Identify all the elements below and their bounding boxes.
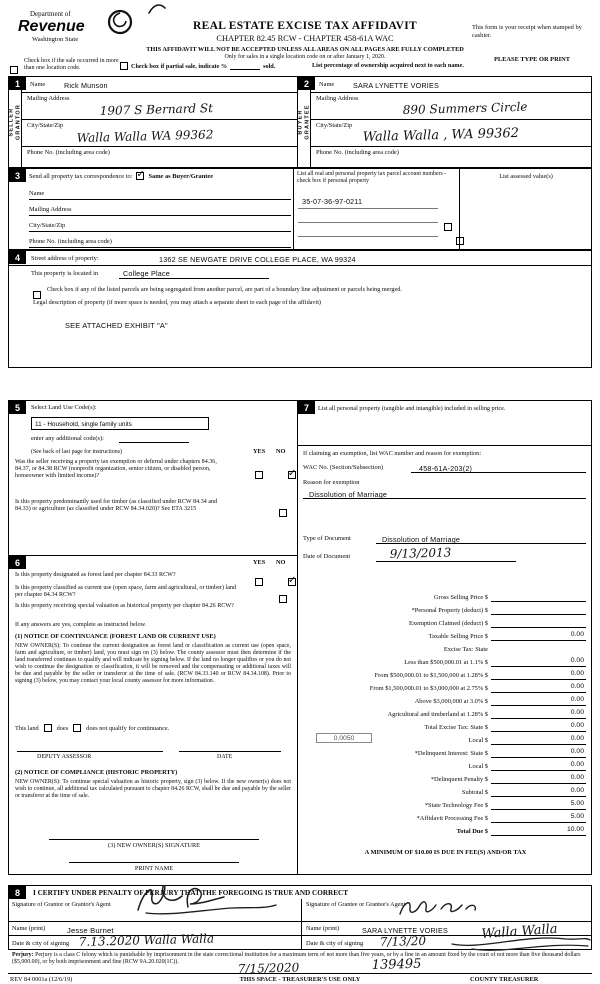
tax-row-total-due: Total Due $ 10.00 <box>456 826 584 835</box>
multi-location-checkbox[interactable] <box>10 66 18 74</box>
buyer-mailing-row[interactable] <box>311 93 591 120</box>
buyer-name-value: SARA LYNETTE VORIES <box>353 81 439 90</box>
doc-date-field[interactable] <box>376 547 516 562</box>
assessed-value-header: List assessed value(s) <box>499 173 553 180</box>
partial-sale-label: Check box if partial sale, indicate % <box>131 63 228 70</box>
buyer-csz-value: Walla Walla , WA 99362 <box>362 125 520 145</box>
tax-row-gross: Gross Selling Price $ <box>298 589 591 602</box>
excise-section <box>297 400 592 875</box>
tax-value-field[interactable]: 0.00 <box>491 683 586 693</box>
forest-no-checkbox[interactable] <box>288 578 296 586</box>
notice2-title: (2) NOTICE OF COMPLIANCE (HISTORIC PROPERTY) <box>15 769 178 776</box>
tax-row-tier4: Above $3,000,000 at 3.0% $ 0.00 <box>414 696 584 705</box>
local-rate-box: 0.0050 <box>316 733 372 743</box>
tax-row-delinquent-penalty: *Delinquent Penalty $ 0.00 <box>430 774 584 783</box>
tax-row-subtotal: Subtotal $ 0.00 <box>461 787 584 796</box>
dept-line: Department of <box>30 10 71 18</box>
seller-csz-value: Walla Walla WA 99362 <box>76 127 214 145</box>
grantee-date-label: Date & city of signing <box>306 940 364 947</box>
notice2-body: NEW OWNER(S): To continue special valuation as historic property, sign (3) below. If the new owner(s) does not wish to continue, all additional tax calculated pursuant to chapter 84.26 RCW, shall be due and payable by the seller or transferor at the time of sale. <box>15 779 291 799</box>
deputy-assessor-label: DEPUTY ASSESSOR <box>37 754 92 760</box>
receipt-note: This form is your receipt when stamped by cashier. <box>472 24 582 39</box>
buyer-mailing-label: Mailing Address <box>316 95 359 102</box>
form-title: REAL ESTATE EXCISE TAX AFFIDAVIT <box>193 20 417 32</box>
form-header <box>140 20 470 60</box>
tax-value-field[interactable]: 0.00 <box>491 657 586 667</box>
exhibit-note: SEE ATTACHED EXHIBIT "A" <box>65 321 168 330</box>
correspondence-mailing-label: Mailing Address <box>29 206 72 213</box>
no-header-5: NO <box>276 448 286 455</box>
notice1-title: (1) NOTICE OF CONTINUANCE (FOREST LAND OR CURRENT USE) <box>15 633 216 640</box>
buyer-section <box>297 76 592 168</box>
new-owner-signature-label: (3) NEW OWNER(S) SIGNATURE <box>107 842 201 849</box>
buyer-name-row <box>311 77 591 93</box>
if-yes-note: If any answers are yes, complete as instructed below. <box>15 621 147 628</box>
buyer-side-label-2: GRANTEE <box>304 104 310 140</box>
tax-row-local: 0.0050 Local $ 0.00 <box>298 732 591 745</box>
form-number: REV 84 0001a (12/6/19) <box>10 976 73 983</box>
ownership-note: List percentage of ownership acquired next to each name. <box>312 62 464 69</box>
partial-sale-checkbox[interactable] <box>120 62 128 70</box>
tax-row-tier1: Less than $500,000.01 at 1.1% $ 0.00 <box>404 657 584 666</box>
wac-label: WAC No. (Section/Subsection) <box>303 464 384 471</box>
tax-row-exemption: Exemption Claimed (deduct) $ <box>298 615 591 628</box>
tax-row-excise-head: Excise Tax: State <box>443 646 488 653</box>
yes-header-5: YES <box>253 448 266 455</box>
section-3-badge: 3 <box>9 169 26 182</box>
section-6-badge: 6 <box>9 556 26 569</box>
seller-name-row <box>22 77 297 93</box>
exemption-yes-checkbox[interactable] <box>255 471 263 479</box>
grantee-city-value: Walla Walla <box>480 921 559 942</box>
correspondence-name-label: Name <box>29 190 45 197</box>
form-warning: THIS AFFIDAVIT WILL NOT BE ACCEPTED UNLESS ALL AREAS ON ALL PAGES ARE FULLY COMPLETED <box>146 46 464 53</box>
tax-value-field[interactable] <box>491 618 586 628</box>
doc-date-label: Date of Document <box>303 553 351 560</box>
additional-codes-label: enter any additional code(s): <box>31 435 104 442</box>
correspondence-phone-row[interactable] <box>29 234 291 248</box>
reason-value: Dissolution of Marriage <box>309 490 388 499</box>
personal-property-label: List all personal property (tangible and intangible) included in selling price. <box>318 405 506 412</box>
wac-value: 458-61A-203(2) <box>419 464 473 473</box>
correspondence-mailing-row[interactable] <box>29 202 291 216</box>
property-section <box>8 250 592 368</box>
pen-mark <box>146 1 168 15</box>
section-4-badge: 4 <box>9 251 26 264</box>
section-1-badge: 1 <box>9 77 26 90</box>
grantor-name-value: Jesse Burnet <box>67 925 114 935</box>
buyer-name-label: Name <box>319 81 335 88</box>
tax-value-field[interactable]: 10.00 <box>491 826 586 836</box>
buyer-side-strip <box>298 77 311 167</box>
does-checkbox[interactable] <box>44 724 52 732</box>
historic-question: Is this property receiving special valuation as historical property per chapter 84.26 RCW? <box>15 603 234 609</box>
parcel-header: List all real and personal property tax parcel account numbers - check box if personal property <box>297 171 447 184</box>
timber-question: Is this property predominantly used for timber (as classified under RCW 84.34 and 84.33) or agriculture (as classified under RCW 84.34.020)? See ETA 3215 <box>15 499 218 513</box>
doc-type-field[interactable] <box>376 532 586 544</box>
treasurer-space-label: THIS SPACE - TREASURER'S USE ONLY <box>239 976 361 983</box>
tax-value-field[interactable]: 0.00 <box>491 722 586 732</box>
tax-value-field[interactable]: 0.00 <box>491 696 586 706</box>
correspondence-name-row[interactable] <box>29 186 291 200</box>
buyer-csz-row[interactable] <box>311 120 591 147</box>
timber-yes-checkbox[interactable] <box>279 509 287 517</box>
does-label: does <box>56 724 69 732</box>
wac-field[interactable] <box>411 462 586 473</box>
agency-name: Revenue <box>18 18 85 35</box>
tax-row-tier2: From $500,000.01 to $1,500,000 at 1.28% $ 0.00 <box>374 670 584 679</box>
tax-value-field[interactable]: 0.00 <box>491 787 586 797</box>
seller-phone-row[interactable] <box>22 147 297 167</box>
state-line: Washington State <box>32 36 79 43</box>
minimum-due-note: A MINIMUM OF $10.00 IS DUE IN FEE(S) AND/OR TAX <box>364 849 527 856</box>
doc-date-value: 9/13/2013 <box>389 545 452 561</box>
seller-name-label: Name <box>30 81 46 88</box>
no-header-6: NO <box>276 559 286 566</box>
same-as-buyer-checkbox[interactable] <box>136 172 144 180</box>
grantor-date-row[interactable] <box>9 931 301 949</box>
seller-phone-label: Phone No. (including area code) <box>27 149 110 156</box>
seller-csz-label: City/State/Zip <box>27 122 64 129</box>
parcel-personal-checkbox-1[interactable] <box>444 223 452 231</box>
seller-mailing-label: Mailing Address <box>27 95 70 102</box>
does-not-checkbox[interactable] <box>73 724 81 732</box>
tax-value-field[interactable]: 0.00 <box>491 735 586 745</box>
seller-mailing-row[interactable] <box>22 93 297 120</box>
notice1-body: NEW OWNER(S): To continue the current designation as forest land or classification as current use (open space, farm and agriculture, or timber) land, you must sign on (3) below. The county assessor must then determine if the land transferred continues to qualify and will indicate by signing below. If the land no longer qualifies or you do not wish to continue the designation or classification, it will be removed and the compensating or additional taxes will be due and payable by the seller or transferor at the time of sale. (RCW 84.33.140 or RCW 84.34.108). Prior to signing (3) below, you may contact your local county assessor for more information. <box>15 643 291 684</box>
buyer-phone-row[interactable] <box>311 147 591 167</box>
street-address-value: 1362 SE NEWGATE DRIVE COLLEGE PLACE, WA 99324 <box>159 255 356 264</box>
tax-row-tier3: From $1,500,000.01 to $3,000,000 at 2.75% $ 0.00 <box>369 683 584 692</box>
deputy-date-label: DATE <box>217 754 233 760</box>
does-not-label: does not qualify for continuance. <box>86 724 170 732</box>
new-owner-signature-line[interactable] <box>49 839 259 840</box>
located-in-value[interactable]: College Place <box>119 269 269 279</box>
partial-sale-sold-label: sold. <box>263 63 276 70</box>
tax-value-field[interactable] <box>491 605 586 615</box>
see-back-note: (See back of last page for instructions) <box>31 449 122 455</box>
street-address-label: Street address of property: <box>31 255 99 262</box>
partial-sale-row <box>120 62 275 70</box>
reason-field[interactable] <box>303 487 586 499</box>
partial-sale-percent-field[interactable] <box>230 63 260 70</box>
land-use-code-value: 11 - Household, single family units <box>35 420 132 428</box>
located-in-label: This property is located in <box>31 270 99 277</box>
segregated-row <box>9 282 591 296</box>
tax-value-field[interactable] <box>491 592 586 602</box>
multi-location-label: Check box if the sale occurred in more than one location code. <box>24 58 119 71</box>
section-7-badge: 7 <box>298 401 315 414</box>
parcel-row-2[interactable] <box>298 211 438 223</box>
grantee-date-value: 7/13/20 <box>379 933 427 949</box>
grantee-name-label: Name (print) <box>306 925 340 932</box>
grantor-name-label: Name (print) <box>12 925 46 932</box>
tax-row-delinquent-local: Local $ 0.00 <box>468 761 584 770</box>
tax-value-field[interactable]: 0.00 <box>491 709 586 719</box>
doc-type-value: Dissolution of Marriage <box>382 535 461 544</box>
send-correspondence-row <box>29 172 291 180</box>
excise-tax-table <box>298 589 591 836</box>
excise-divider <box>298 445 591 446</box>
tax-row-delinquent-interest: *Delinquent Interest: State $ 0.00 <box>414 748 584 757</box>
tax-row-technology-fee: *State Technology Fee $ 5.00 <box>424 800 584 809</box>
seller-side-label-1: SELLER <box>8 107 15 137</box>
treasurer-receipt-number: 139495 <box>371 956 422 973</box>
correspondence-csz-row[interactable] <box>29 218 291 232</box>
grantor-date-value: 7.13.2020 Walla Walla <box>78 931 215 949</box>
seller-side-label-2: GRANTOR <box>15 103 21 141</box>
form-chapter: CHAPTER 82.45 RCW - CHAPTER 458-61A WAC <box>216 34 394 43</box>
buyer-mailing-value: 890 Summers Circle <box>402 99 528 117</box>
grantee-name-value: SARA LYNETTE VORIES <box>362 926 448 935</box>
parcel-row-1[interactable] <box>298 197 438 209</box>
revenue-logo-icon <box>106 8 134 36</box>
grantor-signature <box>132 880 282 918</box>
reason-label: Reason for exemption <box>303 479 360 486</box>
exemption-question: Was the seller receiving a property tax exemption or deferral under chapters 84.36, 84.37, or 84.38 RCW (nonprofit organization, senior citizen, or disabled person, homeowner with limited income)? <box>15 459 217 480</box>
grantee-signature <box>396 897 491 921</box>
seller-csz-row[interactable] <box>22 120 297 147</box>
tax-row-processing-fee: *Affidavit Processing Fee $ 5.00 <box>416 813 584 822</box>
this-land-label: This land <box>15 724 39 732</box>
perjury-text: Perjury is a class C felony which is punishable by imprisonment in the state correctional institution for a maximum term of not more than five years, or by a fine in an amount fixed by the court of not more than five thousand dollars ($5,000.00), or by both imprisonment and fine (RCW 9A.20.020(1C)). <box>12 952 581 966</box>
current-use-yes-checkbox[interactable] <box>279 595 287 603</box>
buyer-side-label-1: BUYER <box>297 109 304 135</box>
deputy-date-line[interactable] <box>179 751 281 752</box>
legal-description-label: Legal description of property (if more space is needed, you may attach a separate sheet to each page of the affidavit) <box>33 299 321 306</box>
buyer-phone-label: Phone No. (including area code) <box>316 149 399 156</box>
land-use-select-label: Select Land Use Code(s): <box>31 404 97 411</box>
grantor-date-label: Date & city of signing <box>12 940 70 947</box>
current-use-question: Is this property classified as current use (open space, farm and agricultural, or timber) land per chapter 84.34 RCW? <box>15 585 236 599</box>
correspondence-csz-label: City/State/Zip <box>29 222 66 229</box>
segregated-label: Check box if any of the listed parcels are being segregated from another parcel, are part of a boundary line adjustment or parcels being merged. <box>47 286 402 293</box>
grantee-signature-label: Signature of Grantee or Grantee's Agent <box>306 901 406 908</box>
land-use-code-dropdown[interactable] <box>31 417 209 430</box>
forest-question: Is this property designated as forest land per chapter 84.33 RCW? <box>15 572 176 578</box>
classification-section <box>8 555 298 875</box>
seller-name-value: Rick Munson <box>64 81 108 90</box>
deputy-assessor-line[interactable] <box>17 751 163 752</box>
tax-correspondence-section <box>8 168 592 250</box>
doc-type-label: Type of Document <box>303 535 351 542</box>
tax-value-field[interactable]: 0.00 <box>491 670 586 680</box>
tax-row-agricultural: Agricultural and timberland at 1.28% $ 0.00 <box>387 709 584 718</box>
exemption-note: If claiming an exemption, list WAC number and reason for exemption: <box>303 450 482 457</box>
county-treasurer-label: COUNTY TREASURER <box>470 976 539 983</box>
exemption-no-checkbox[interactable] <box>288 471 296 479</box>
print-name-line[interactable] <box>69 862 239 863</box>
tax-value-field[interactable]: 5.00 <box>491 813 586 823</box>
legal-description-row[interactable] <box>9 296 591 309</box>
certify-statement: I CERTIFY UNDER PENALTY OF PERJURY THAT THE FOREGOING IS TRUE AND CORRECT <box>33 889 348 897</box>
seller-mailing-value: 1907 S Bernard St <box>99 101 214 118</box>
parcel-number-value: 35-07-36-97-0211 <box>302 197 363 206</box>
send-correspondence-label: Send all property tax correspondence to: <box>29 172 133 180</box>
tax-value-field[interactable]: 5.00 <box>491 800 586 810</box>
forest-yes-checkbox[interactable] <box>255 578 263 586</box>
seller-side-strip <box>9 77 22 167</box>
single-location-note: Only for sales in a single location code on or after January 1, 2020. <box>224 54 386 60</box>
tax-value-field[interactable]: 0.00 <box>491 748 586 758</box>
print-name-label: PRINT NAME <box>134 865 174 872</box>
continuance-row <box>15 724 169 732</box>
parcel-column <box>293 169 459 249</box>
please-type-note: PLEASE TYPE OR PRINT <box>494 56 571 63</box>
buyer-csz-label: City/State/Zip <box>316 122 353 129</box>
street-address-row[interactable] <box>9 251 591 266</box>
same-as-buyer-label: Same as Buyer/Grantee <box>148 172 214 180</box>
land-use-section <box>8 400 298 556</box>
correspondence-left-column <box>29 172 291 245</box>
grantor-signature-label: Signature of Grantor or Grantor's Agent <box>12 901 111 908</box>
located-in-row <box>9 266 591 282</box>
perjury-label: Perjury: <box>12 952 34 958</box>
tax-value-field[interactable]: 0.00 <box>491 761 586 771</box>
tax-row-personal: *Personal Property (deduct) $ <box>298 602 591 615</box>
section-5-badge: 5 <box>9 401 26 414</box>
tax-value-field[interactable]: 0.00 <box>491 774 586 784</box>
tax-row-total-state: Total Excise Tax: State $ 0.00 <box>424 722 584 731</box>
tax-row-taxable: Taxable Selling Price $ 0.00 <box>428 631 584 640</box>
treasurer-stamp-date: 7/15/2020 <box>237 960 300 976</box>
seller-section <box>8 76 298 168</box>
tax-value-field[interactable]: 0.00 <box>491 631 586 641</box>
section-2-badge: 2 <box>298 77 315 90</box>
parcel-row-3[interactable] <box>298 225 438 237</box>
additional-codes-field[interactable] <box>119 434 189 443</box>
assessed-value-column <box>459 169 592 249</box>
correspondence-phone-label: Phone No. (including area code) <box>29 238 112 245</box>
yes-header-6: YES <box>253 559 266 566</box>
section-8-badge: 8 <box>9 886 26 899</box>
